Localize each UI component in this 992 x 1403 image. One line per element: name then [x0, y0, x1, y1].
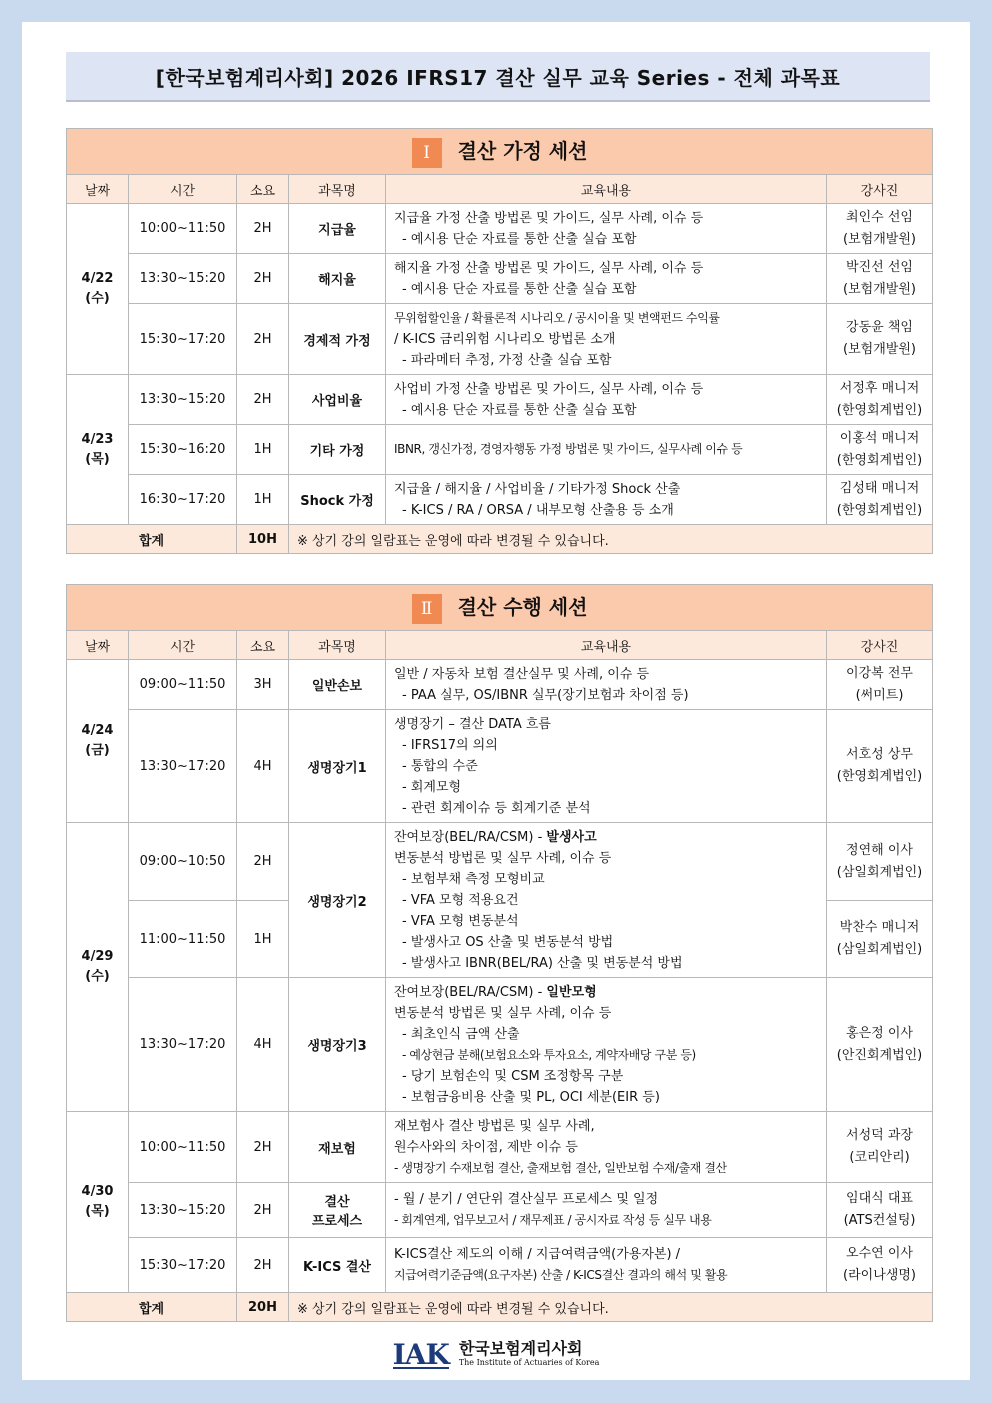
subject-cell: 지급율 [289, 204, 386, 254]
content-line: - 보험부채 측정 모형비교 [402, 871, 545, 887]
content-line: - 회계연계, 업무보고서 / 재무제표 / 공시자료 작성 등 실무 내용 [394, 1213, 712, 1227]
date-cell [67, 823, 129, 1112]
time-cell: 09:00~10:50 [129, 823, 237, 901]
duration-cell: 2H [237, 1238, 289, 1293]
subject-cell: Shock 가정 [289, 475, 386, 525]
content-line: - 예시용 단순 자료를 통한 산출 실습 포함 [402, 231, 637, 247]
time-cell: 10:00~11:50 [129, 204, 237, 254]
section2-number: Ⅱ [412, 594, 442, 624]
content-cell [386, 1238, 827, 1293]
instructor-name: 이강복 전무 [846, 665, 913, 681]
iak-logo: IAK [392, 1337, 449, 1371]
content-head-bold: 발생사고 [546, 829, 597, 845]
content-line: - 예시용 단순 자료를 통한 산출 실습 포함 [402, 281, 637, 297]
time-cell: 13:30~15:20 [129, 1183, 237, 1238]
instructor-cell [827, 660, 933, 710]
instructor-name: 최인수 선임 [846, 209, 913, 225]
subject-cell [289, 1183, 386, 1238]
content-line: - 발생사고 IBNR(BEL/RA) 산출 및 변동분석 방법 [402, 955, 683, 971]
duration-cell: 2H [237, 1183, 289, 1238]
table-row [67, 660, 933, 710]
subject-line: 프로세스 [311, 1214, 363, 1229]
content-cell [386, 710, 827, 823]
content-line: 사업비 가정 산출 방법론 및 가이드, 실무 사례, 이슈 등 [394, 381, 704, 397]
content-line: 지급율 가정 산출 방법론 및 가이드, 실무 사례, 이슈 등 [394, 210, 704, 226]
instructor-cell [827, 978, 933, 1112]
date: 4/29 [81, 949, 114, 964]
instructor-org: (한영회계법인) [836, 402, 923, 418]
col-content: 교육내용 [386, 631, 827, 660]
instructor-cell [827, 901, 933, 978]
weekday: (목) [85, 1204, 110, 1219]
table-row [67, 375, 933, 425]
subject-cell: 생명장기2 [289, 823, 386, 978]
content-line: K-ICS결산 제도의 이해 / 지급여력금액(가용자본) / [394, 1247, 681, 1262]
instructor-name: 강동윤 책임 [846, 320, 913, 335]
date: 4/30 [81, 1184, 114, 1199]
schedule-note: ※ 상기 강의 일람표는 운영에 따라 변경될 수 있습니다. [289, 525, 933, 554]
schedule-note: ※ 상기 강의 일람표는 운영에 따라 변경될 수 있습니다. [289, 1293, 933, 1322]
subject-cell: 해지율 [289, 254, 386, 304]
content-line: - VFA 모형 적용요건 [402, 892, 519, 908]
instructor-org: (삼일회계법인) [836, 942, 923, 957]
content-line: - 월 / 분기 / 연단위 결산실무 프로세스 및 일정 [394, 1192, 659, 1207]
instructor-name: 임대식 대표 [846, 1191, 913, 1206]
weekday: (금) [85, 743, 110, 758]
time-cell: 13:30~15:20 [129, 254, 237, 304]
content-cell [386, 823, 827, 978]
instructor-cell [827, 204, 933, 254]
section2-header [67, 585, 933, 631]
time-cell: 15:30~16:20 [129, 425, 237, 475]
content-line: 변동분석 방법론 및 실무 사례, 이슈 등 [394, 1005, 612, 1021]
org-name [459, 1340, 600, 1368]
col-subject: 과목명 [289, 631, 386, 660]
time-cell: 09:00~11:50 [129, 660, 237, 710]
content-line: 생명장기 – 결산 DATA 흐름 [394, 716, 551, 732]
content-line: - K-ICS / RA / ORSA / 내부모형 산출용 등 소개 [402, 502, 674, 518]
instructor-org: (써미트) [855, 687, 904, 703]
instructor-org: (ATS컨설팅) [843, 1213, 916, 1228]
subject-line: 결산 [324, 1195, 350, 1210]
content-head-bold: 일반모형 [546, 984, 597, 1000]
instructor-cell [827, 823, 933, 901]
col-time: 시간 [129, 175, 237, 204]
duration-cell: 4H [237, 710, 289, 823]
weekday: (수) [85, 969, 110, 984]
subject-cell: 경제적 가정 [289, 304, 386, 375]
date: 4/24 [81, 723, 114, 738]
section1-table [66, 128, 933, 554]
section1-title: 결산 가정 세션 [457, 139, 588, 164]
duration-cell: 1H [237, 901, 289, 978]
instructor-org: (삼일회계법인) [836, 864, 923, 880]
duration-cell: 2H [237, 375, 289, 425]
instructor-name: 서성덕 과장 [846, 1128, 913, 1143]
date-cell [67, 1112, 129, 1293]
section1-number: Ⅰ [412, 138, 442, 168]
content-line: 해지율 가정 산출 방법론 및 가이드, 실무 사례, 이슈 등 [394, 260, 704, 276]
time-cell: 13:30~15:20 [129, 375, 237, 425]
date-cell [67, 660, 129, 823]
instructor-org: (보험개발원) [843, 281, 916, 297]
col-date: 날짜 [67, 175, 129, 204]
instructor-org: (코리안리) [849, 1150, 910, 1165]
duration-cell: 2H [237, 204, 289, 254]
total-row [67, 1293, 933, 1322]
content-line: 재보험사 결산 방법론 및 실무 사례, [394, 1118, 595, 1134]
subject-cell: 사업비율 [289, 375, 386, 425]
duration-cell: 2H [237, 1112, 289, 1183]
content-line: IBNR, 갱신가정, 경영자행동 가정 방법론 및 가이드, 실무사례 이슈 등 [394, 442, 743, 456]
content-cell [386, 1183, 827, 1238]
content-line: 무위험할인율 / 확률론적 시나리오 / 공시이율 및 변액펀드 수익률 [394, 310, 720, 325]
col-duration: 소요 [237, 175, 289, 204]
time-cell: 10:00~11:50 [129, 1112, 237, 1183]
content-line: 지급율 / 해지율 / 사업비율 / 기타가정 Shock 산출 [394, 481, 681, 497]
subject-cell: 생명장기3 [289, 978, 386, 1112]
col-duration: 소요 [237, 631, 289, 660]
duration-cell: 1H [237, 425, 289, 475]
instructor-cell [827, 1238, 933, 1293]
instructor-name: 정연해 이사 [846, 842, 913, 858]
instructor-org: (보험개발원) [843, 342, 916, 357]
content-line: / K-ICS 금리위험 시나리오 방법론 소개 [394, 331, 616, 347]
table-row [67, 978, 933, 1112]
page [22, 22, 970, 1380]
table-row [67, 823, 933, 901]
instructor-cell [827, 375, 933, 425]
instructor-org: (한영회계법인) [836, 452, 923, 468]
content-line: - 발생사고 OS 산출 및 변동분석 방법 [402, 934, 614, 950]
instructor-cell [827, 254, 933, 304]
content-head: 잔여보장(BEL/RA/CSM) - [394, 984, 547, 1000]
content-cell [386, 304, 827, 375]
duration-cell: 2H [237, 254, 289, 304]
table-row [67, 425, 933, 475]
org-name-ko: 한국보험계리사회 [458, 1339, 583, 1358]
content-line: - 예상현금 분해(보험요소와 투자요소, 계약자배당 구분 등) [402, 1047, 696, 1062]
weekday: (수) [85, 291, 110, 306]
content-line: - VFA 모형 변동분석 [402, 913, 519, 929]
time-cell: 15:30~17:20 [129, 1238, 237, 1293]
content-cell [386, 254, 827, 304]
content-line: - 최초인식 금액 산출 [402, 1026, 520, 1042]
content-line: 지급여력기준금액(요구자본) 산출 / K-ICS결산 결과의 해석 및 활용 [394, 1268, 728, 1282]
duration-cell: 1H [237, 475, 289, 525]
content-line: 원수사와의 차이점, 제반 이슈 등 [394, 1139, 578, 1155]
subject-cell: 기타 가정 [289, 425, 386, 475]
content-line: 일반 / 자동차 보험 결산실무 및 사례, 이슈 등 [394, 666, 650, 682]
content-cell [386, 978, 827, 1112]
total-label: 합계 [67, 525, 237, 554]
content-cell [386, 660, 827, 710]
instructor-org: (안진회계법인) [836, 1047, 923, 1063]
content-head: 잔여보장(BEL/RA/CSM) - [394, 829, 547, 845]
date-cell [67, 204, 129, 375]
content-line: - 보험금융비용 산출 및 PL, OCI 세분(EIR 등) [402, 1089, 660, 1105]
section1-header [67, 129, 933, 175]
instructor-org: (라이나생명) [843, 1268, 916, 1283]
footer [22, 1334, 970, 1374]
table-row [67, 1183, 933, 1238]
instructor-org: (보험개발원) [843, 231, 916, 247]
instructor-name: 홍은정 이사 [846, 1025, 913, 1041]
content-line: - 파라메터 추정, 가정 산출 실습 포함 [402, 352, 612, 368]
content-line: - 관련 회계이슈 등 회계기준 분석 [402, 800, 591, 816]
table-row [67, 204, 933, 254]
col-instructor: 강사진 [827, 175, 933, 204]
time-cell: 11:00~11:50 [129, 901, 237, 978]
table-row [67, 1112, 933, 1183]
time-cell: 13:30~17:20 [129, 978, 237, 1112]
date: 4/22 [81, 271, 114, 286]
col-content: 교육내용 [386, 175, 827, 204]
content-line: - 회계모형 [402, 779, 462, 795]
instructor-org: (한영회계법인) [836, 769, 923, 784]
instructor-cell [827, 304, 933, 375]
content-line: 변동분석 방법론 및 실무 사례, 이슈 등 [394, 850, 612, 866]
page-title: [한국보험계리사회] 2026 IFRS17 결산 실무 교육 Series - 전체 과목표 [66, 52, 930, 102]
total-hours: 20H [237, 1293, 289, 1322]
subject-cell: 일반손보 [289, 660, 386, 710]
instructor-name: 이홍석 매니저 [839, 430, 920, 446]
content-cell [386, 475, 827, 525]
content-line: - IFRS17의 의의 [402, 737, 498, 753]
content-cell [386, 204, 827, 254]
instructor-name: 김성태 매니저 [839, 480, 920, 496]
col-subject: 과목명 [289, 175, 386, 204]
col-time: 시간 [129, 631, 237, 660]
time-cell: 13:30~17:20 [129, 710, 237, 823]
instructor-cell [827, 1112, 933, 1183]
content-line: - 생명장기 수재보험 결산, 출재보험 결산, 일반보험 수재/출재 결산 [394, 1160, 727, 1175]
org-name-en: The Institute of Actuaries of Korea [458, 1358, 600, 1367]
time-cell: 15:30~17:20 [129, 304, 237, 375]
content-line: - 당기 보험손익 및 CSM 조정항목 구분 [402, 1068, 624, 1084]
table-row [67, 254, 933, 304]
total-label: 합계 [67, 1293, 237, 1322]
instructor-org: (한영회계법인) [836, 502, 923, 518]
instructor-name: 오수연 이사 [846, 1246, 913, 1261]
section2-title: 결산 수행 세션 [457, 595, 588, 620]
instructor-cell [827, 425, 933, 475]
table-row [67, 475, 933, 525]
section2-table [66, 584, 933, 1322]
content-cell [386, 425, 827, 475]
table-row [67, 304, 933, 375]
table-row [67, 710, 933, 823]
subject-cell: 생명장기1 [289, 710, 386, 823]
duration-cell: 3H [237, 660, 289, 710]
content-cell [386, 1112, 827, 1183]
total-row [67, 525, 933, 554]
content-cell [386, 375, 827, 425]
subject-cell: K-ICS 결산 [289, 1238, 386, 1293]
subject-cell: 재보험 [289, 1112, 386, 1183]
content-line: - 통합의 수준 [402, 758, 478, 774]
instructor-name: 박진선 선임 [846, 259, 913, 275]
total-hours: 10H [237, 525, 289, 554]
content-line [394, 827, 818, 848]
time-cell: 16:30~17:20 [129, 475, 237, 525]
date-cell [67, 375, 129, 525]
col-instructor: 강사진 [827, 631, 933, 660]
instructor-cell [827, 710, 933, 823]
col-date: 날짜 [67, 631, 129, 660]
date: 4/23 [81, 431, 114, 447]
instructor-name: 서정후 매니저 [839, 380, 920, 396]
instructor-name: 박찬수 매니저 [839, 920, 920, 935]
content-line: - 예시용 단순 자료를 통한 산출 실습 포함 [402, 402, 637, 418]
duration-cell: 2H [237, 823, 289, 901]
table-row [67, 1238, 933, 1293]
instructor-name: 서호성 상무 [846, 747, 913, 762]
instructor-cell [827, 475, 933, 525]
instructor-cell [827, 1183, 933, 1238]
weekday: (목) [85, 451, 110, 467]
content-line: - PAA 실무, OS/IBNR 실무(장기보험과 차이점 등) [402, 687, 689, 703]
content-line [394, 982, 818, 1003]
duration-cell: 4H [237, 978, 289, 1112]
duration-cell: 2H [237, 304, 289, 375]
